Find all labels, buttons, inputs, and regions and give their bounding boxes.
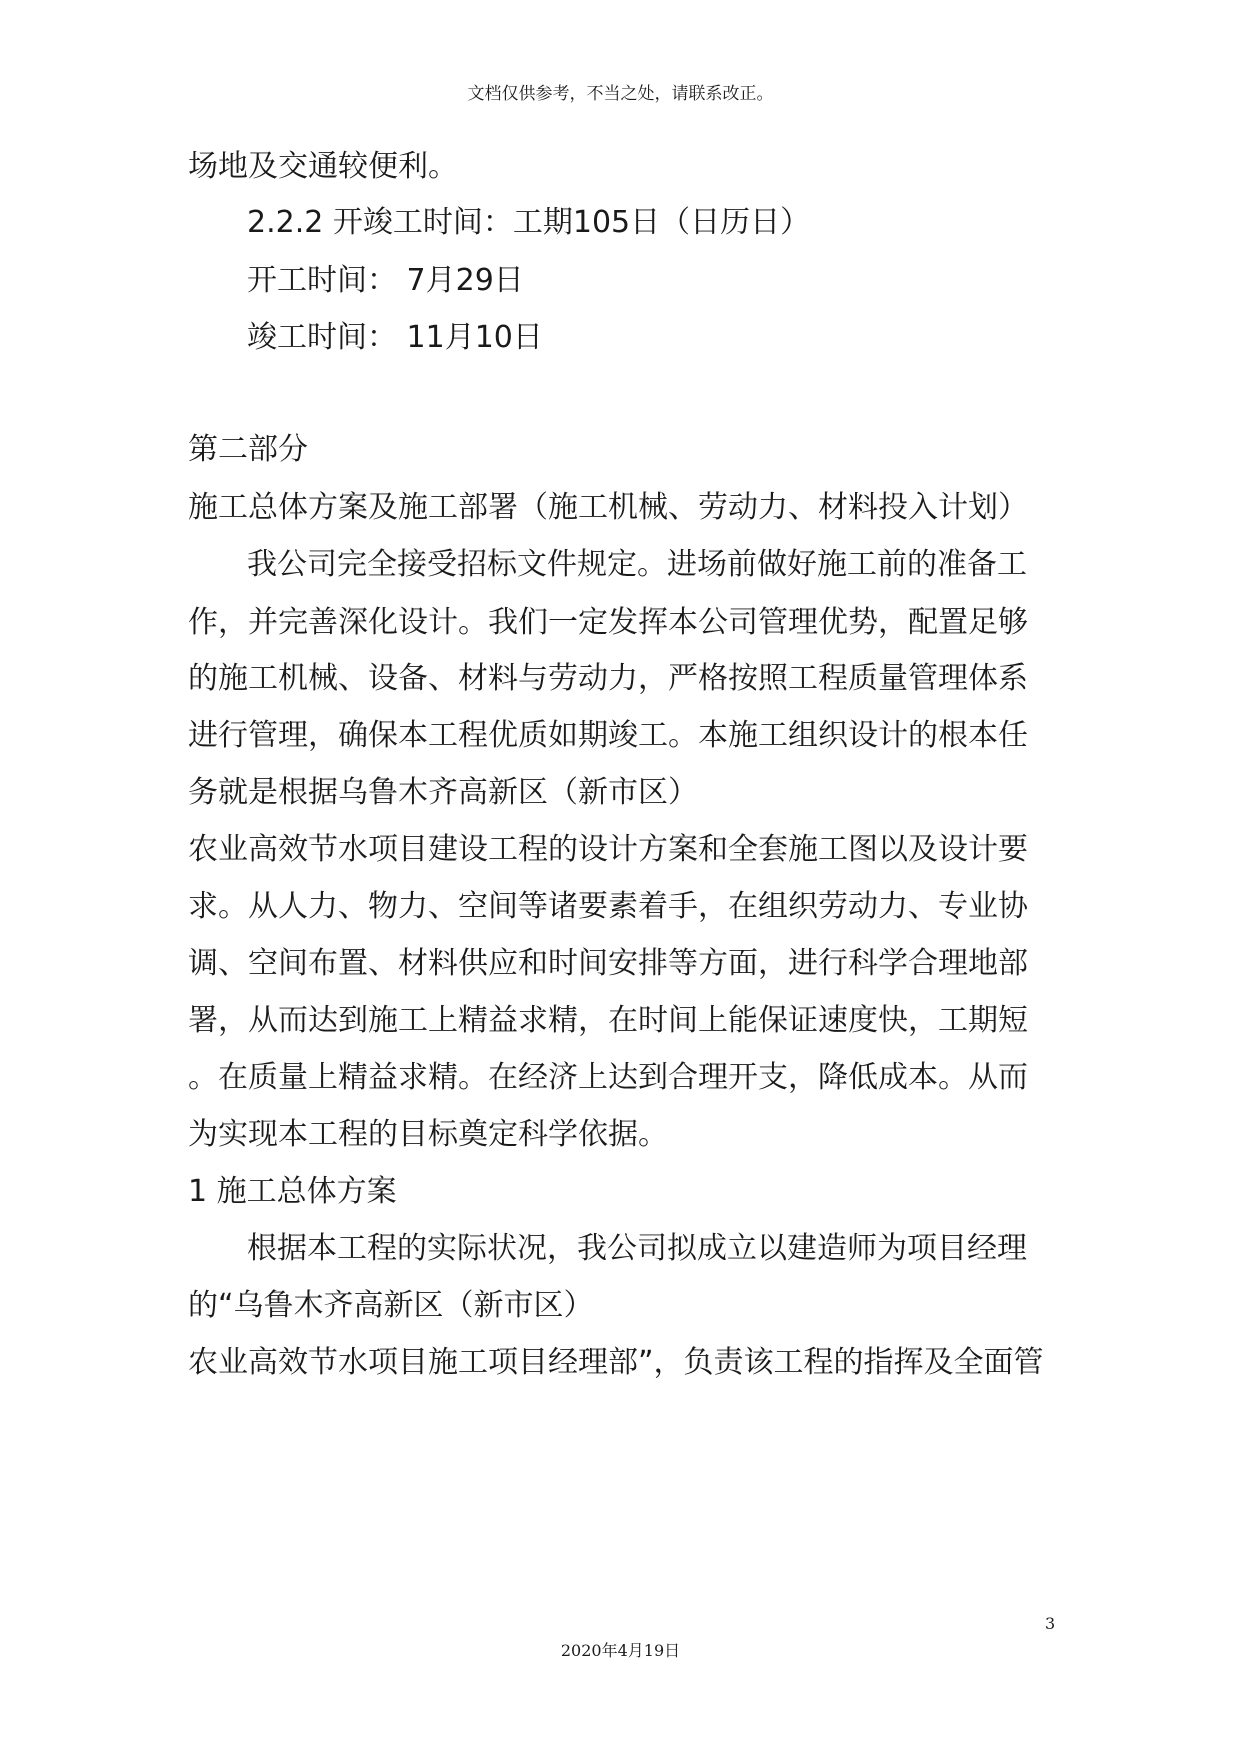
text-line: 调、空间布置、材料供应和时间安排等方面，进行科学合理地部 [188,946,1028,981]
text-line: 务就是根据乌鲁木齐高新区（新市区） [188,775,698,810]
text-line: 农业高效节水项目建设工程的设计方案和全套施工图以及设计要 [188,832,1028,867]
header-note: 文档仅供参考，不当之处，请联系改正。 [467,84,774,104]
text-line: 根据本工程的实际状况，我公司拟成立以建造师为项目经理 [247,1231,1027,1266]
section-heading: 1 施工总体方案 [188,1174,397,1209]
text-line: 的施工机械、设备、材料与劳动力，严格按照工程质量管理体系 [188,661,1028,696]
text-line: 为实现本工程的目标奠定科学依据。 [188,1117,668,1152]
text-line: 开工时间： 7月29日 [247,263,524,298]
section-heading: 第二部分 [188,432,308,467]
page-number: 3 [1045,1614,1056,1633]
text-line: 求。从人力、物力、空间等诸要素着手，在组织劳动力、专业协 [188,889,1028,924]
text-line: 进行管理，确保本工程优质如期竣工。本施工组织设计的根本任 [188,718,1028,753]
text-line: 。在质量上精益求精。在经济上达到合理开支，降低成本。从而 [188,1060,1028,1095]
text-line: 农业高效节水项目施工项目经理部”，负责该工程的指挥及全面管 [188,1345,1044,1380]
text-line: 2.2.2 开竣工时间：工期105日（日历日） [247,205,811,240]
text-line: 场地及交通较便利。 [188,149,458,184]
section-subheading: 施工总体方案及施工部署（施工机械、劳动力、材料投入计划） [188,490,1028,525]
footer-date: 2020年4月19日 [560,1641,681,1660]
text-line: 的“乌鲁木齐高新区（新市区） [188,1288,594,1323]
text-line: 竣工时间： 11月10日 [247,320,543,355]
text-line: 我公司完全接受招标文件规定。进场前做好施工前的准备工 [247,547,1027,582]
text-line: 署，从而达到施工上精益求精，在时间上能保证速度快，工期短 [188,1003,1028,1038]
text-line: 作，并完善深化设计。我们一定发挥本公司管理优势，配置足够 [188,605,1028,640]
